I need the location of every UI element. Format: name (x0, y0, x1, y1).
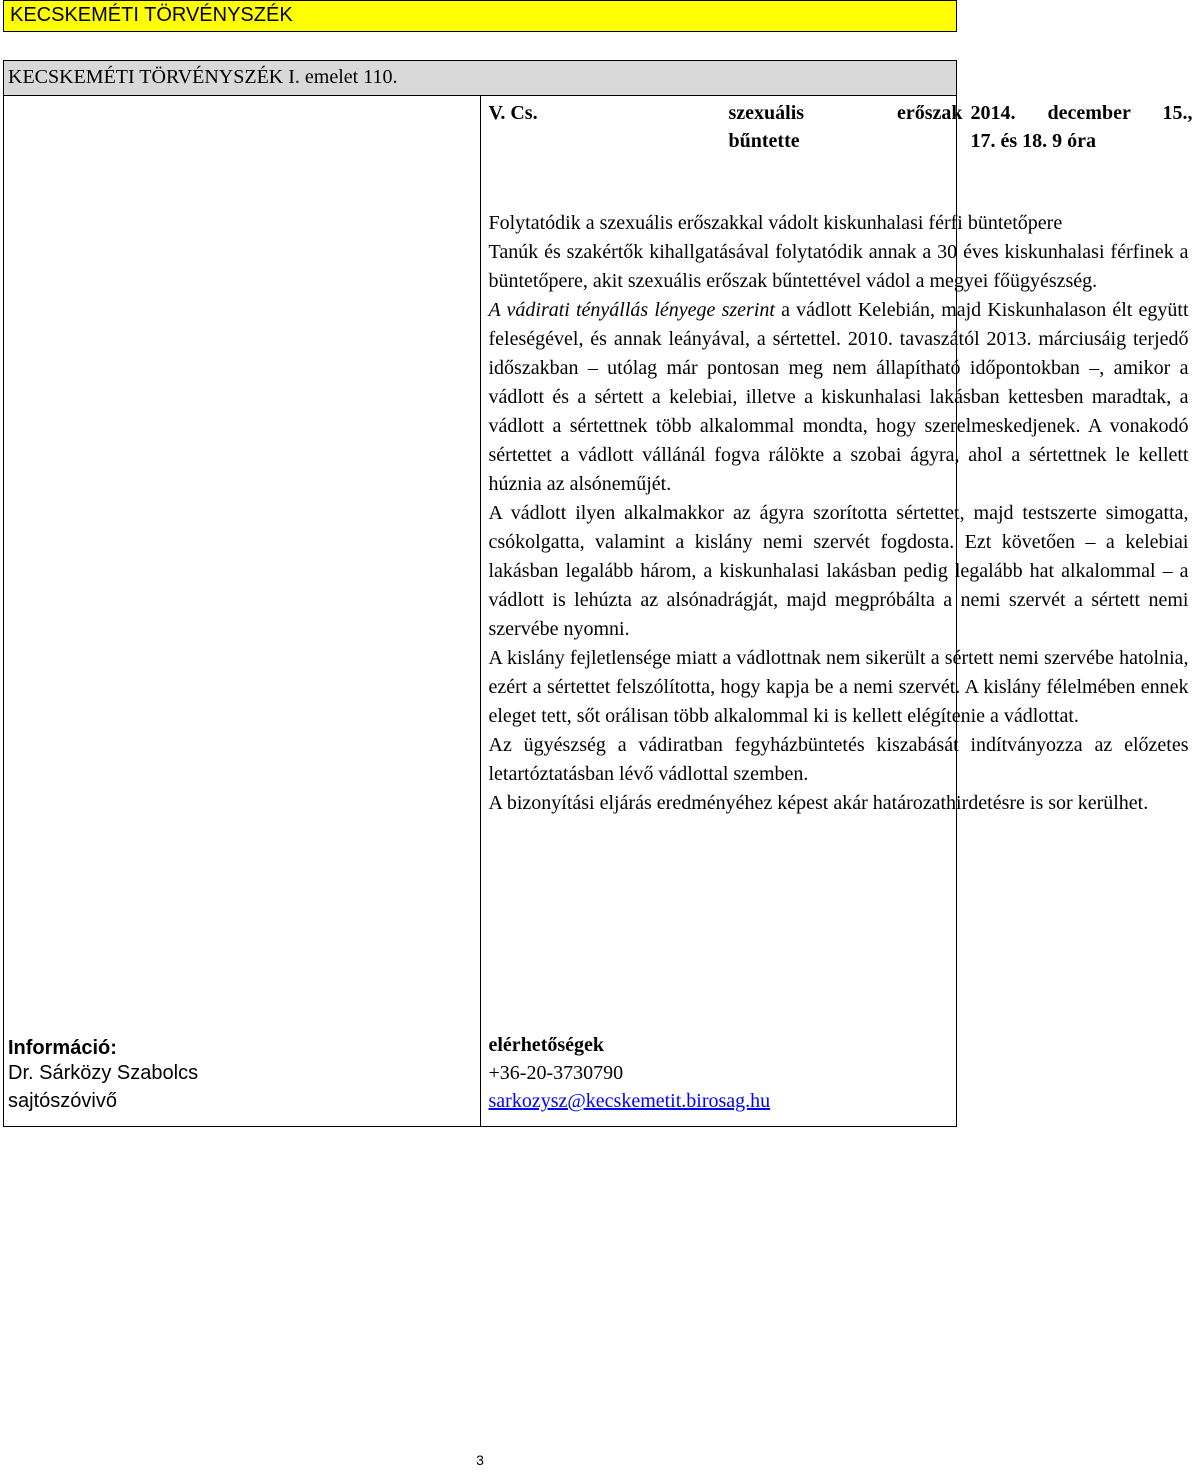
summary-paragraph (489, 296, 1189, 499)
location-text: KECSKEMÉTI TÖRVÉNYSZÉK I. emelet 110. (8, 66, 398, 88)
page-number: 3 (476, 1452, 484, 1468)
banner-title: KECSKEMÉTI TÖRVÉNYSZÉK (10, 4, 293, 26)
hearing-date: 2014. december 15., (970, 102, 1193, 124)
info-label: Információ: (8, 1037, 117, 1059)
summary-paragraph: A kislány fejletlensége miatt a vádlottnak nem sikerült a sértett nemi szervébe hatolnia, ezért a sértettet felszólította, hogy kapja be a nemi szervét. A kislány félelmében ennek eleget tett, sőt orálisan több alkalommal ki is kellett elégítenie a vádlottat. (488, 647, 1189, 727)
summary-paragraph: Tanúk és szakértők kihallgatásával folytatódik annak a 30 éves kiskunhalasi férfinek a büntetőpere, akit szexuális erőszak bűntettével vádol a megyei főügyészség. (488, 241, 1189, 292)
summary-heading: Folytatódik a szexuális erőszakkal vádolt kiskunhalasi férfi büntetőpere (488, 212, 1063, 234)
case-summary (489, 209, 1189, 818)
spokesperson-name: Dr. Sárközy Szabolcs (8, 1062, 199, 1084)
crime-type-cont: bűntette (728, 130, 800, 152)
court-banner (3, 0, 957, 32)
location-header (4, 61, 957, 96)
spokesperson-role: sajtószóvivő (8, 1090, 117, 1112)
summary-paragraph: Az ügyészség a vádiratban fegyházbüntetés kiszabását indítványozza az előzetes letartóztatásban lévő vádlottal szemben. (488, 734, 1189, 785)
italic-lead: A vádirati tényállás lényege szerint (488, 299, 775, 321)
summary-paragraph: A vádlott ilyen alkalmakkor az ágyra szorította sértettet, majd testszerte simogatta, csókolgatta, valamint a kislány nemi szervét fogdosta. Ezt követően – a kelebiai lakásban legalább három, a kiskunhalasi lakásban pedig legalább hat alkalommal – a vádlott is lehúzta az alsónadrágját, majd megpróbálta a nemi szervét a sértett nemi szervébe nyomni. (488, 502, 1189, 640)
hearing-date-cont: 17. és 18. 9 óra (970, 130, 1097, 152)
contact-label: elérhetőségek (488, 1034, 605, 1056)
summary-paragraph-text: a vádlott Kelebián, majd Kiskunhalason élt együtt feleségével, és annak leányával, a sértettel. 2010. tavaszától 2013. márciusáig terjedő időszakban – utólag már pontosan meg nem állapítható időpontokban –, amikor a vádlott és a sértett a kelebiai, illetve a kiskunhalasi lakásban kettesben maradtak, a vádlott a sértettnek több alkalommal mondta, hogy szerelmeskedjenek. A vonakodó sértettet a vádlott vállánál fogva rálökte a szobai ágyra, ahol a sértettnek le kellett húznia az alsóneműjét. (488, 299, 1189, 495)
info-column (4, 96, 481, 1127)
case-table (3, 60, 1193, 1127)
contact-phone: +36-20-3730790 (488, 1062, 624, 1084)
case-meta (489, 99, 1199, 155)
contact-email-link[interactable]: sarkozysz@kecskemetit.birosag.hu (488, 1090, 771, 1112)
summary-paragraph: A bizonyítási eljárás eredményéhez képest akár határozathirdetésre is sor kerülhet. (488, 792, 1149, 814)
case-details-column (480, 96, 1193, 1127)
case-initials: V. Cs. (488, 102, 538, 124)
crime-type: szexuális erőszak (728, 102, 963, 124)
